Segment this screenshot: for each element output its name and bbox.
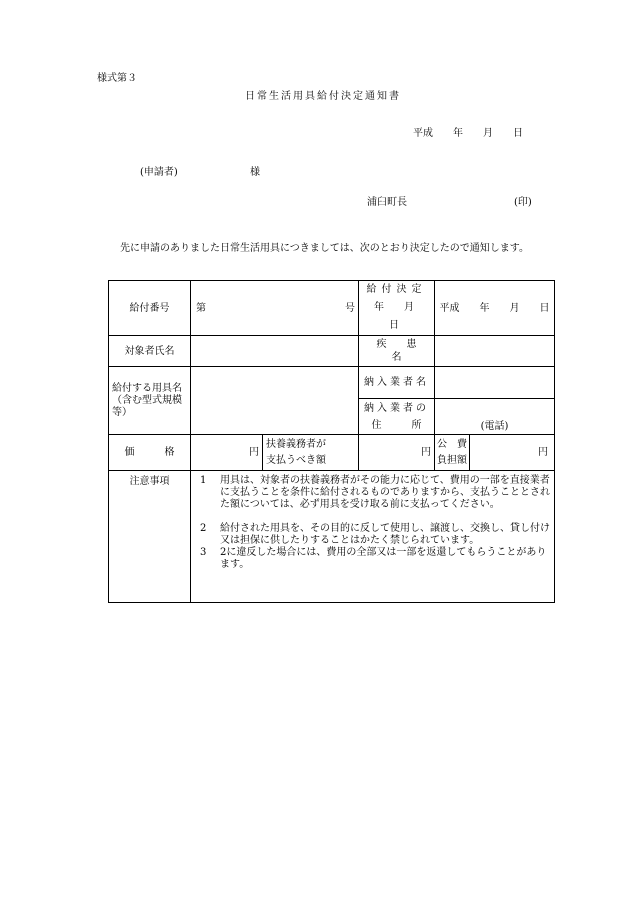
label-go: 号 xyxy=(345,302,356,314)
label-kyufu-bango: 給付番号 xyxy=(109,281,191,336)
label-kohi xyxy=(435,435,470,470)
label-chui: 注意事項 xyxy=(109,471,191,603)
note-number: 1 xyxy=(200,475,207,486)
label-shikkan: 疾 患 名 xyxy=(359,336,435,367)
kettei-date-field[interactable]: 平成 年 月 日 xyxy=(435,281,555,336)
yen-unit-3: 円 xyxy=(538,447,549,458)
applicant-label: (申請者) xyxy=(140,167,178,178)
label-yogu: 給付する用具名（含む型式規模等） xyxy=(109,367,191,435)
kakaku-field[interactable] xyxy=(191,435,263,471)
kyufu-bango-field[interactable] xyxy=(191,281,359,336)
fuyo-field[interactable] xyxy=(359,435,435,471)
label-nonyu-addr-2: 住 所 xyxy=(371,419,422,431)
note-item-2 xyxy=(194,523,551,547)
label-kettei-2: 年 月 日 xyxy=(374,302,435,331)
label-fuyo-1: 扶養義務者が xyxy=(266,438,326,450)
label-nonyu: 納入業者名 xyxy=(359,367,435,399)
document-title: 日常生活用具給付決定通知書 xyxy=(245,91,401,102)
date-line: 平成 年 月 日 xyxy=(413,128,523,139)
applicant-honorific: 様 xyxy=(250,167,260,178)
label-fuyo xyxy=(263,435,359,471)
yen-unit-1: 円 xyxy=(249,447,259,458)
label-tel: (電話) xyxy=(480,421,509,432)
label-kettei-1: 給付決定 xyxy=(366,284,427,295)
kohi-cell xyxy=(435,435,555,471)
label-nonyu-addr-1: 納入業者の xyxy=(364,402,430,414)
note-item-3 xyxy=(194,547,551,571)
label-kakaku: 価 格 xyxy=(109,435,191,471)
label-kohi-2: 負担額 xyxy=(437,454,468,466)
note-text: 用具は、対象者の扶養義務者がその能力に応じて、費用の一部を直接業者に支払うことを条件に給付されるものでありますから、支払うこととされた額については、必ず用具を受け取る前に支払ってください。 xyxy=(220,475,550,510)
label-taishosha: 対象者氏名 xyxy=(109,336,191,367)
issuer-name: 浦臼町長 xyxy=(367,197,407,208)
issuer-seal: (印) xyxy=(514,197,532,208)
label-kettei xyxy=(359,281,435,336)
intro-text: 先に申請のありました日常生活用具につきましては、次のとおり決定したので通知します。 xyxy=(120,243,529,254)
shikkan-field[interactable] xyxy=(435,336,555,367)
decision-table xyxy=(108,280,555,603)
note-number: 3 xyxy=(200,547,207,558)
note-text: 給付された用具を、その目的に反して使用し、譲渡し、交換し、貸し付け又は担保に供したりすることはかたく禁じられています。 xyxy=(220,523,550,546)
label-fuyo-2: 支払うべき額 xyxy=(266,454,326,466)
yen-unit-2: 円 xyxy=(421,447,432,458)
form-number: 様式第３ xyxy=(97,73,137,84)
notes-cell xyxy=(191,471,555,603)
kohi-field[interactable] xyxy=(470,435,554,470)
note-item-1 xyxy=(194,475,551,511)
nonyu-field[interactable] xyxy=(435,367,555,399)
taishosha-field[interactable] xyxy=(191,336,359,367)
note-text: 2に違反した場合には、費用の全部又は一部を返還してもらうことがあります。 xyxy=(220,547,547,570)
yogu-field[interactable] xyxy=(191,367,359,435)
label-nonyu-addr xyxy=(359,399,435,435)
label-dai: 第 xyxy=(196,302,206,314)
note-number: 2 xyxy=(200,523,207,534)
label-kohi-1: 公 費 xyxy=(437,438,468,450)
nonyu-addr-field[interactable] xyxy=(435,399,555,435)
